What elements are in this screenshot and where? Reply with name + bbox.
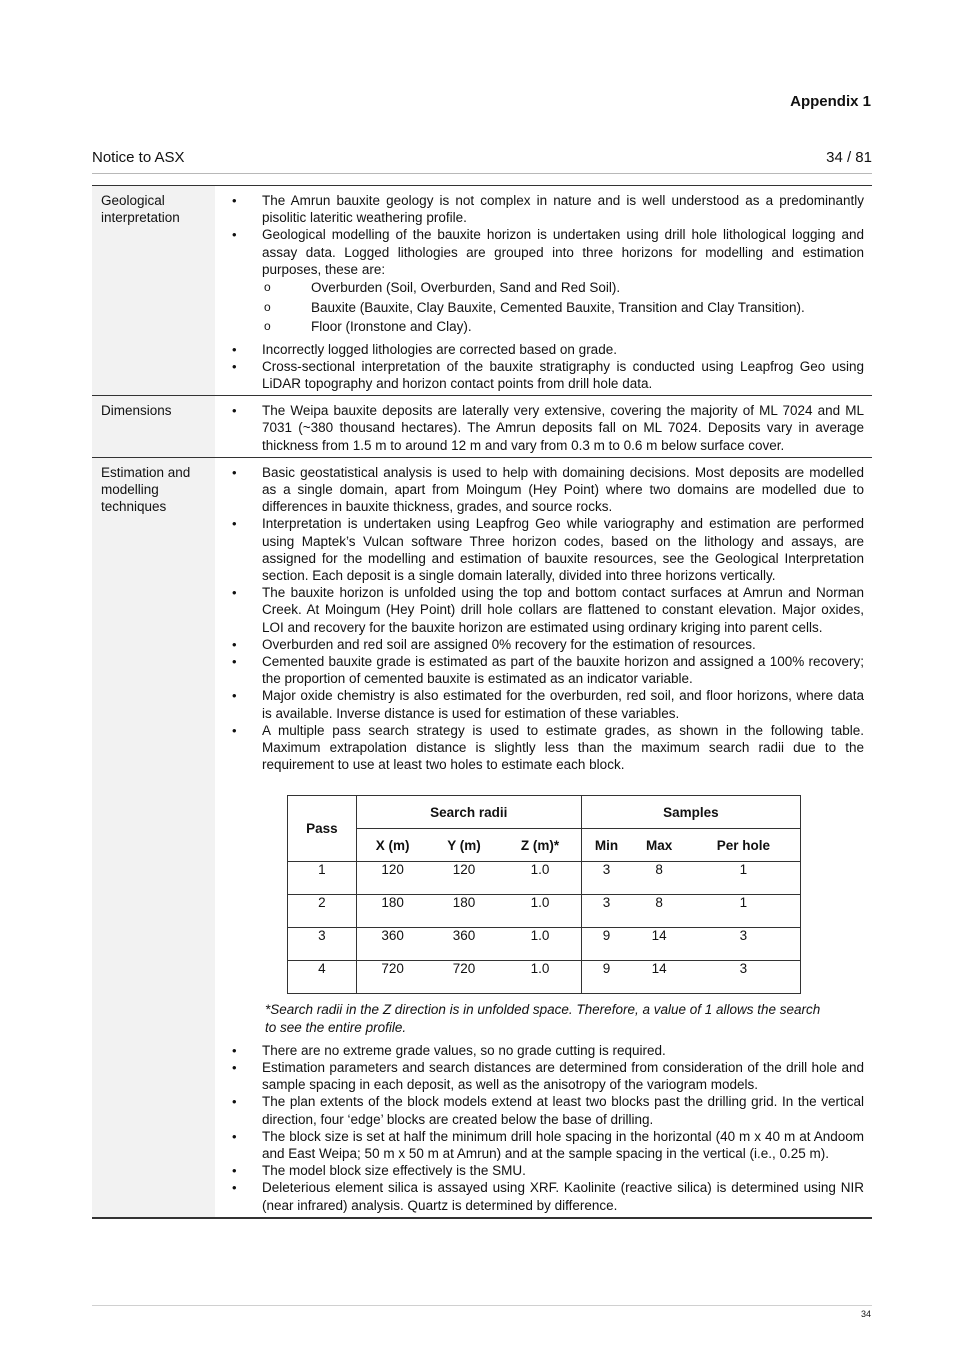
list-item: • Cross-sectional interpretation of the bauxite stratigraphy is conducted using Leapfrog Geo using LiDAR topography and horizon contact points from drill hole data. xyxy=(215,358,864,392)
cell-x: 360 xyxy=(356,928,428,961)
table-row xyxy=(288,961,801,994)
page-indicator: 34 / 81 xyxy=(826,149,872,166)
list-item: • Estimation parameters and search distances are determined from consideration of the drill hole and sample spacing in each deposit, as well as the anisotropy of the variogram models. xyxy=(215,1059,864,1093)
row-content xyxy=(215,457,872,1218)
header-y: Y (m) xyxy=(429,829,500,862)
header-min: Min xyxy=(581,829,631,862)
cell-y: 360 xyxy=(429,928,500,961)
cell-per-hole: 3 xyxy=(687,928,801,961)
table-row xyxy=(288,928,801,961)
row-estimation-techniques xyxy=(92,457,872,1218)
sub-list-item: o Floor (Ironstone and Clay). xyxy=(262,317,864,337)
list-item: • Overburden and red soil are assigned 0% recovery for the estimation of resources. xyxy=(215,636,864,653)
footnote-line: to see the entire profile. xyxy=(265,1019,407,1035)
notice-title: Notice to ASX xyxy=(92,149,185,166)
cell-min: 3 xyxy=(581,895,631,928)
header-z: Z (m)* xyxy=(499,829,581,862)
cell-z: 1.0 xyxy=(499,895,581,928)
cell-per-hole: 3 xyxy=(687,961,801,994)
header-samples: Samples xyxy=(581,796,800,829)
list-item: • The plan extents of the block models extend at least two blocks past the drilling grid. In the vertical direction, four ‘edge’ blocks are created below the base of drilling. xyxy=(215,1093,864,1127)
jorc-table xyxy=(92,185,872,1219)
list-item: • The model block size effectively is the SMU. xyxy=(215,1162,864,1179)
cell-x: 180 xyxy=(356,895,428,928)
cell-x: 120 xyxy=(356,862,428,895)
list-item: • Cemented bauxite grade is estimated as part of the bauxite horizon and assigned a 100% recovery; the proportion of cemented bauxite is estimated as an indicator variable. xyxy=(215,653,864,687)
header-x: X (m) xyxy=(356,829,428,862)
sub-list-item: o Bauxite (Bauxite, Clay Bauxite, Cemented Bauxite, Transition and Clay Transition). xyxy=(262,298,864,318)
footer-divider xyxy=(92,1305,872,1306)
list-item: • Basic geostatistical analysis is used to help with domaining decisions. Most deposits are modelled as a single domain, apart from Moingum (Hey Point) where two domains are modelled due to differences in bauxite thickness, grades, and source rocks. xyxy=(215,464,864,516)
cell-z: 1.0 xyxy=(499,961,581,994)
row-label: Estimation and modelling techniques xyxy=(92,457,215,1218)
cell-max: 8 xyxy=(631,862,686,895)
cell-pass: 3 xyxy=(288,928,357,961)
header-per-hole: Per hole xyxy=(687,829,801,862)
list-item-text: Geological modelling of the bauxite horizon is undertaken using drill hole lithological logging and assay data. Logged lithologies are grouped into three horizons for modelling and estimation purposes, these are: xyxy=(262,227,864,277)
cell-x: 720 xyxy=(356,961,428,994)
cell-pass: 1 xyxy=(288,862,357,895)
header-divider xyxy=(92,173,872,174)
footnote-line: *Search radii in the Z direction is in unfolded space. Therefore, a value of 1 allows the search xyxy=(265,1002,821,1018)
list-item: • Major oxide chemistry is also estimated for the overburden, red soil, and floor horizons, where data is available. Inverse distance is used for estimation of these variables. xyxy=(215,687,864,721)
cell-max: 14 xyxy=(631,961,686,994)
list-item: • The bauxite horizon is unfolded using the top and bottom contact surfaces at Amrun and Norman Creek. At Moingum (Hey Point) drill hole collars are flattened to constant elevation. Major oxides, LOI and recovery for the bauxite horizon are estimated using ordinary kriging into parent cells. xyxy=(215,584,864,636)
cell-z: 1.0 xyxy=(499,928,581,961)
cell-y: 180 xyxy=(429,895,500,928)
sub-list xyxy=(262,278,864,337)
cell-per-hole: 1 xyxy=(687,862,801,895)
appendix-title: Appendix 1 xyxy=(790,93,871,110)
row-content xyxy=(215,186,872,396)
list-item: • A multiple pass search strategy is used to estimate grades, as shown in the following table. Maximum extrapolation distance is slightly less than the maximum search radii due to the requirement to use at least two holes to estimate each block. xyxy=(215,722,864,774)
cell-z: 1.0 xyxy=(499,862,581,895)
header-pass: Pass xyxy=(288,796,357,862)
search-pass-table xyxy=(287,795,801,994)
cell-y: 120 xyxy=(429,862,500,895)
header-max: Max xyxy=(631,829,686,862)
page-number: 34 xyxy=(860,1309,871,1319)
cell-min: 3 xyxy=(581,862,631,895)
row-content xyxy=(215,396,872,458)
row-dimensions xyxy=(92,396,872,458)
list-item: • There are no extreme grade values, so no grade cutting is required. xyxy=(215,1042,864,1059)
cell-per-hole: 1 xyxy=(687,895,801,928)
list-item xyxy=(215,226,864,336)
table-row xyxy=(288,862,801,895)
list-item: • Deleterious element silica is assayed using XRF. Kaolinite (reactive silica) is determined using NIR (near infrared) analysis. Quartz is determined by difference. xyxy=(215,1179,864,1213)
list-item: • Incorrectly logged lithologies are corrected based on grade. xyxy=(215,341,864,358)
cell-pass: 4 xyxy=(288,961,357,994)
row-label: Geological interpretation xyxy=(92,186,215,396)
sub-list-item: o Overburden (Soil, Overburden, Sand and Red Soil). xyxy=(262,278,864,298)
cell-y: 720 xyxy=(429,961,500,994)
row-label: Dimensions xyxy=(92,396,215,458)
table-row xyxy=(288,895,801,928)
cell-min: 9 xyxy=(581,928,631,961)
cell-max: 14 xyxy=(631,928,686,961)
cell-max: 8 xyxy=(631,895,686,928)
list-item: • Interpretation is undertaken using Leapfrog Geo while variography and estimation are performed using Maptek’s Vulcan software Three horizon codes, based on the lithology and assays, are assigned for the modelling and estimation of bauxite resources, see the Geological Interpretation section. Each deposit is a single domain laterally, divided into three horizons vertically. xyxy=(215,515,864,584)
cell-min: 9 xyxy=(581,961,631,994)
row-geological-interpretation xyxy=(92,186,872,396)
header-search-radii: Search radii xyxy=(356,796,581,829)
list-item: • The Amrun bauxite geology is not complex in nature and is well understood as a predominantly pisolitic lateritic weathering profile. xyxy=(215,192,864,226)
list-item: • The Weipa bauxite deposits are laterally very extensive, covering the majority of ML 7024 and ML 7031 (~380 thousand hectares). The Amrun deposits fall on ML 7024. Deposits vary in average thickness from 1.5 m to around 12 m and vary from 0.3 m to 0.6 m below surface cover. xyxy=(215,402,864,454)
table-footnote xyxy=(262,1001,864,1035)
list-item: • The block size is set at half the minimum drill hole spacing in the horizontal (40 m x 40 m at Andoom and East Weipa; 50 m x 50 m at Amrun) and at the sample spacing in the vertical (i.e., 0.25 m). xyxy=(215,1128,864,1162)
cell-pass: 2 xyxy=(288,895,357,928)
